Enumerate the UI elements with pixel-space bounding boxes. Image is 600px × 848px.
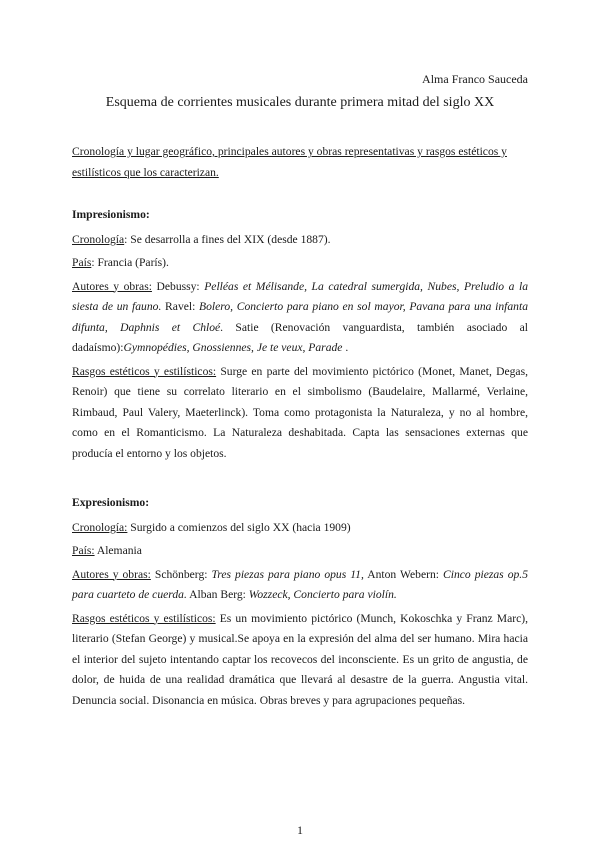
composer-debussy: Debussy:	[151, 279, 205, 293]
section-impresionismo	[72, 205, 528, 464]
pais-text: : Francia (París).	[91, 256, 169, 269]
rasgos-label: Rasgos estéticos y estilísticos:	[72, 364, 217, 378]
cronologia-label: Cronología	[72, 232, 125, 246]
section-heading: Impresionismo:	[72, 208, 150, 221]
pais-text: Alemania	[94, 544, 142, 557]
rasgos-label: Rasgos estéticos y estilísticos:	[72, 611, 216, 625]
pais-line	[72, 253, 528, 274]
section-heading: Expresionismo:	[72, 496, 150, 509]
cronologia-text: Surgido a comienzos del siglo XX (hacia 1909)	[127, 520, 351, 534]
works-berg: Wozzeck, Concierto para violín.	[248, 588, 397, 601]
rasgos-text: Es un movimiento pictórico (Munch, Kokoschka y Franz Marc), literario (Stefan George) y musical.Se apoya en la expresión del alma del ser humano. Mira hacia el interior del sujeto intentando captar los recovecos del inconsciente. Es un grito de angustia, de dolor, de huida de una realidad dramática que llevará al desastre de la guerra. Angustia vital. Denuncia social. Disonancia en música. Obras breves y para agrupaciones pequeñas.	[72, 611, 528, 707]
composer-ravel: Ravel:	[161, 300, 200, 313]
cronologia-text: : Se desarrolla a fines del XIX (desde 1887).	[124, 232, 331, 246]
satie-end: .	[342, 341, 349, 354]
composer-berg: Alban Berg:	[186, 588, 249, 601]
document-title: Esquema de corrientes musicales durante primera mitad del siglo XX	[105, 95, 495, 110]
author-name: Alma Franco Sauceda	[422, 72, 528, 86]
cronologia-label: Cronología:	[72, 520, 128, 534]
works-satie: Gymnopédies, Gnossiennes, Je te veux, Parade	[123, 341, 343, 354]
works-schonberg: Tres piezas para piano opus 11,	[211, 567, 364, 581]
autores-label: Autores y obras:	[72, 279, 152, 293]
composer-schonberg: Schönberg:	[150, 567, 212, 581]
pais-label: País	[72, 256, 92, 269]
page-number: 1	[297, 823, 303, 837]
autores-paragraph	[72, 277, 528, 359]
rasgos-paragraph	[72, 362, 528, 465]
works-ravel: Bolero, Concierto para piano en sol mayor, Pavana para una infanta difunta, Daphnis et Chloé	[72, 300, 528, 334]
intro-line: Cronología y lugar geográfico, principales autores y obras representativas y rasgos estéticos y estilísticos que los caracterizan.	[72, 145, 507, 179]
autores-label: Autores y obras:	[72, 567, 151, 581]
pais-label: País:	[72, 544, 95, 557]
pais-line	[72, 541, 528, 562]
cronologia-line	[72, 230, 528, 251]
rasgos-text: Surge en parte del movimiento pictórico (Monet, Manet, Degas, Renoir) que tiene su correlato literario en el simbolismo (Baudelaire, Mallarmé, Verlaine, Rimbaud, Paul Valery, Maeterlinck). Toma como protagonista la Naturaleza, y no al hombre, como en el Romanticismo. La Naturaleza deshabitada. Capta las sensaciones externas que producía el entorno y los objetos.	[72, 364, 528, 460]
section-expresionismo	[72, 493, 528, 711]
works-webern: Cinco piezas op.5 para cuarteto de cuerda.	[72, 567, 528, 601]
composer-webern: Anton Webern:	[363, 567, 444, 581]
composer-satie: . Satie (Renovación vanguardista, también asociado al dadaísmo):	[72, 320, 528, 354]
works-debussy: Pelléas et Mélisande, La catedral sumergida, Nubes, Preludio a la siesta de un fauno.	[72, 279, 529, 313]
rasgos-paragraph	[72, 609, 528, 712]
autores-paragraph	[72, 565, 528, 606]
cronologia-line	[72, 518, 528, 539]
